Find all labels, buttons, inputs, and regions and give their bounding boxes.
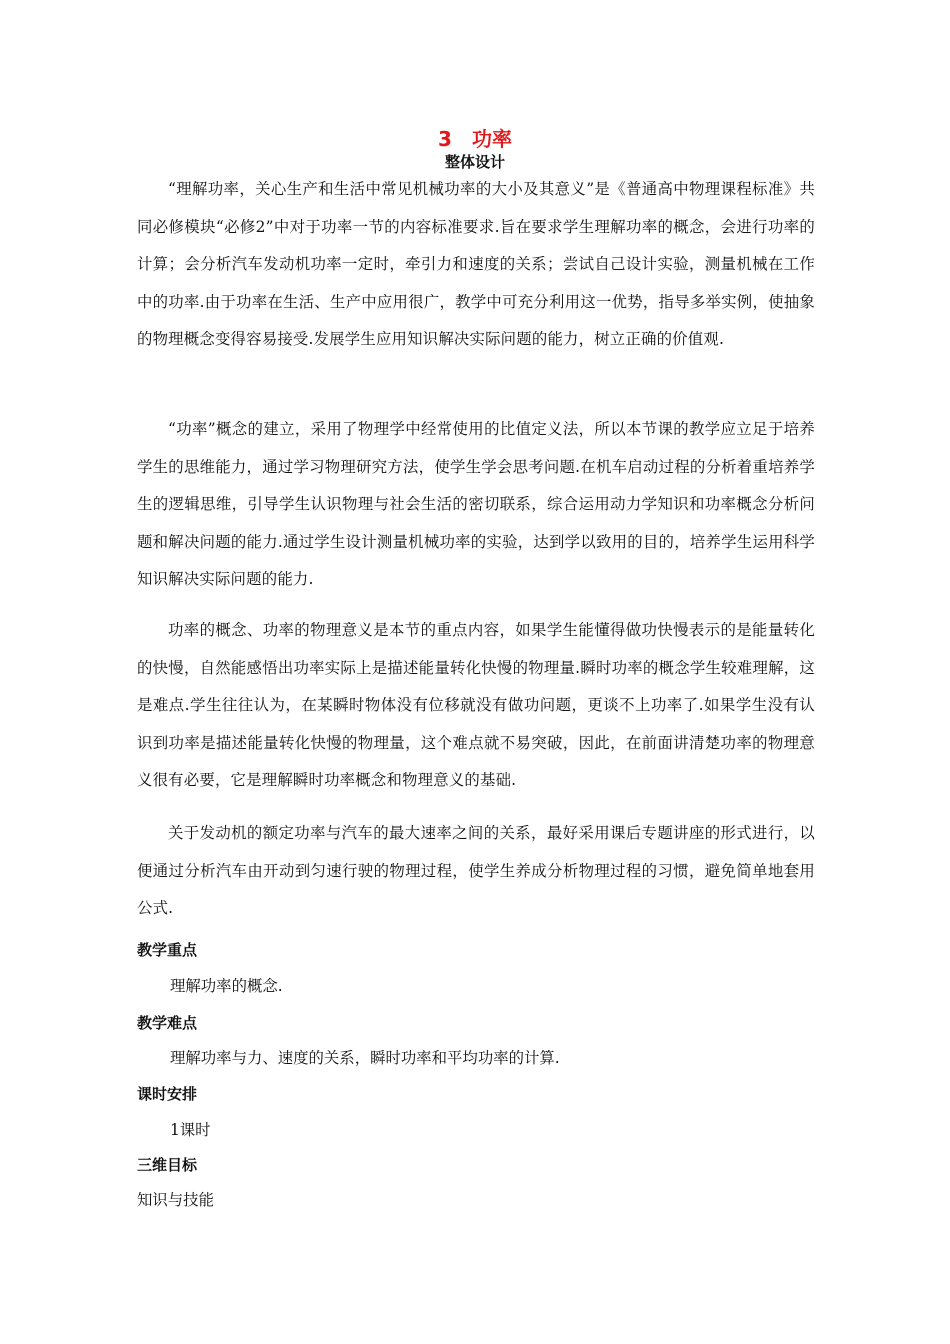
text-schedule: 1课时 — [170, 1121, 211, 1139]
paragraph-engine-power: 关于发动机的额定功率与汽车的最大速率之间的关系，最好采用课后专题讲座的形式进行，以便通过分析汽车由开动到匀速行驶的物理过程，使学生养成分析物理过程的习惯，避免简单地套用公式. — [137, 824, 815, 917]
paragraph-key-difficult: 功率的概念、功率的物理意义是本节的重点内容，如果学生能懂得做功快慢表示的是能量转化的快慢，自然能感悟出功率实际上是描述能量转化快慢的物理量.瞬时功率的概念学生较难理解，这是难点.学生往往认为，在某瞬时物体没有位移就没有做功问题，更谈不上功率了.如果学生没有认识到功率是描述能量转化快慢的物理量，这个难点就不易突破，因此，在前面讲清楚功率的物理意义很有必要，它是理解瞬时功率概念和物理意义的基础. — [137, 621, 815, 789]
heading-key-point: 教学重点 — [137, 941, 198, 959]
text-difficulty: 理解功率与力、速度的关系，瞬时功率和平均功率的计算. — [170, 1049, 560, 1067]
lesson-title: 3 功率 — [438, 127, 512, 151]
paragraph-overview: “理解功率，关心生产和生活中常见机械功率的大小及其意义”是《普通高中物理课程标准》共同必修模块“必修2”中对于功率一节的内容标准要求.旨在要求学生理解功率的概念，会进行功率的计算；会分析汽车发动机功率一定时，牵引力和速度的关系；尝试自己设计实验，测量机械在工作中的功率.由于功率在生活、生产中应用很广，教学中可充分利用这一优势，指导多举实例，使抽象的物理概念变得容易接受.发展学生应用知识解决实际问题的能力，树立正确的价值观. — [137, 180, 815, 348]
heading-difficulty: 教学难点 — [137, 1014, 198, 1032]
heading-schedule: 课时安排 — [137, 1085, 198, 1103]
text-key-point: 理解功率的概念. — [170, 977, 283, 995]
paragraph-concept: “功率”概念的建立，采用了物理学中经常使用的比值定义法，所以本节课的教学应立足于培养学生的思维能力，通过学习物理研究方法，使学生学会思考问题.在机车启动过程的分析着重培养学生的逻辑思维，引导学生认识物理与社会生活的密切联系，综合运用动力学知识和功率概念分析问题和解决问题的能力.通过学生设计测量机械功率的实验，达到学以致用的目的，培养学生运用科学知识解决实际问题的能力. — [137, 420, 815, 588]
heading-objectives: 三维目标 — [137, 1156, 198, 1174]
section-subtitle: 整体设计 — [444, 153, 505, 171]
text-objectives-sub: 知识与技能 — [137, 1191, 214, 1209]
